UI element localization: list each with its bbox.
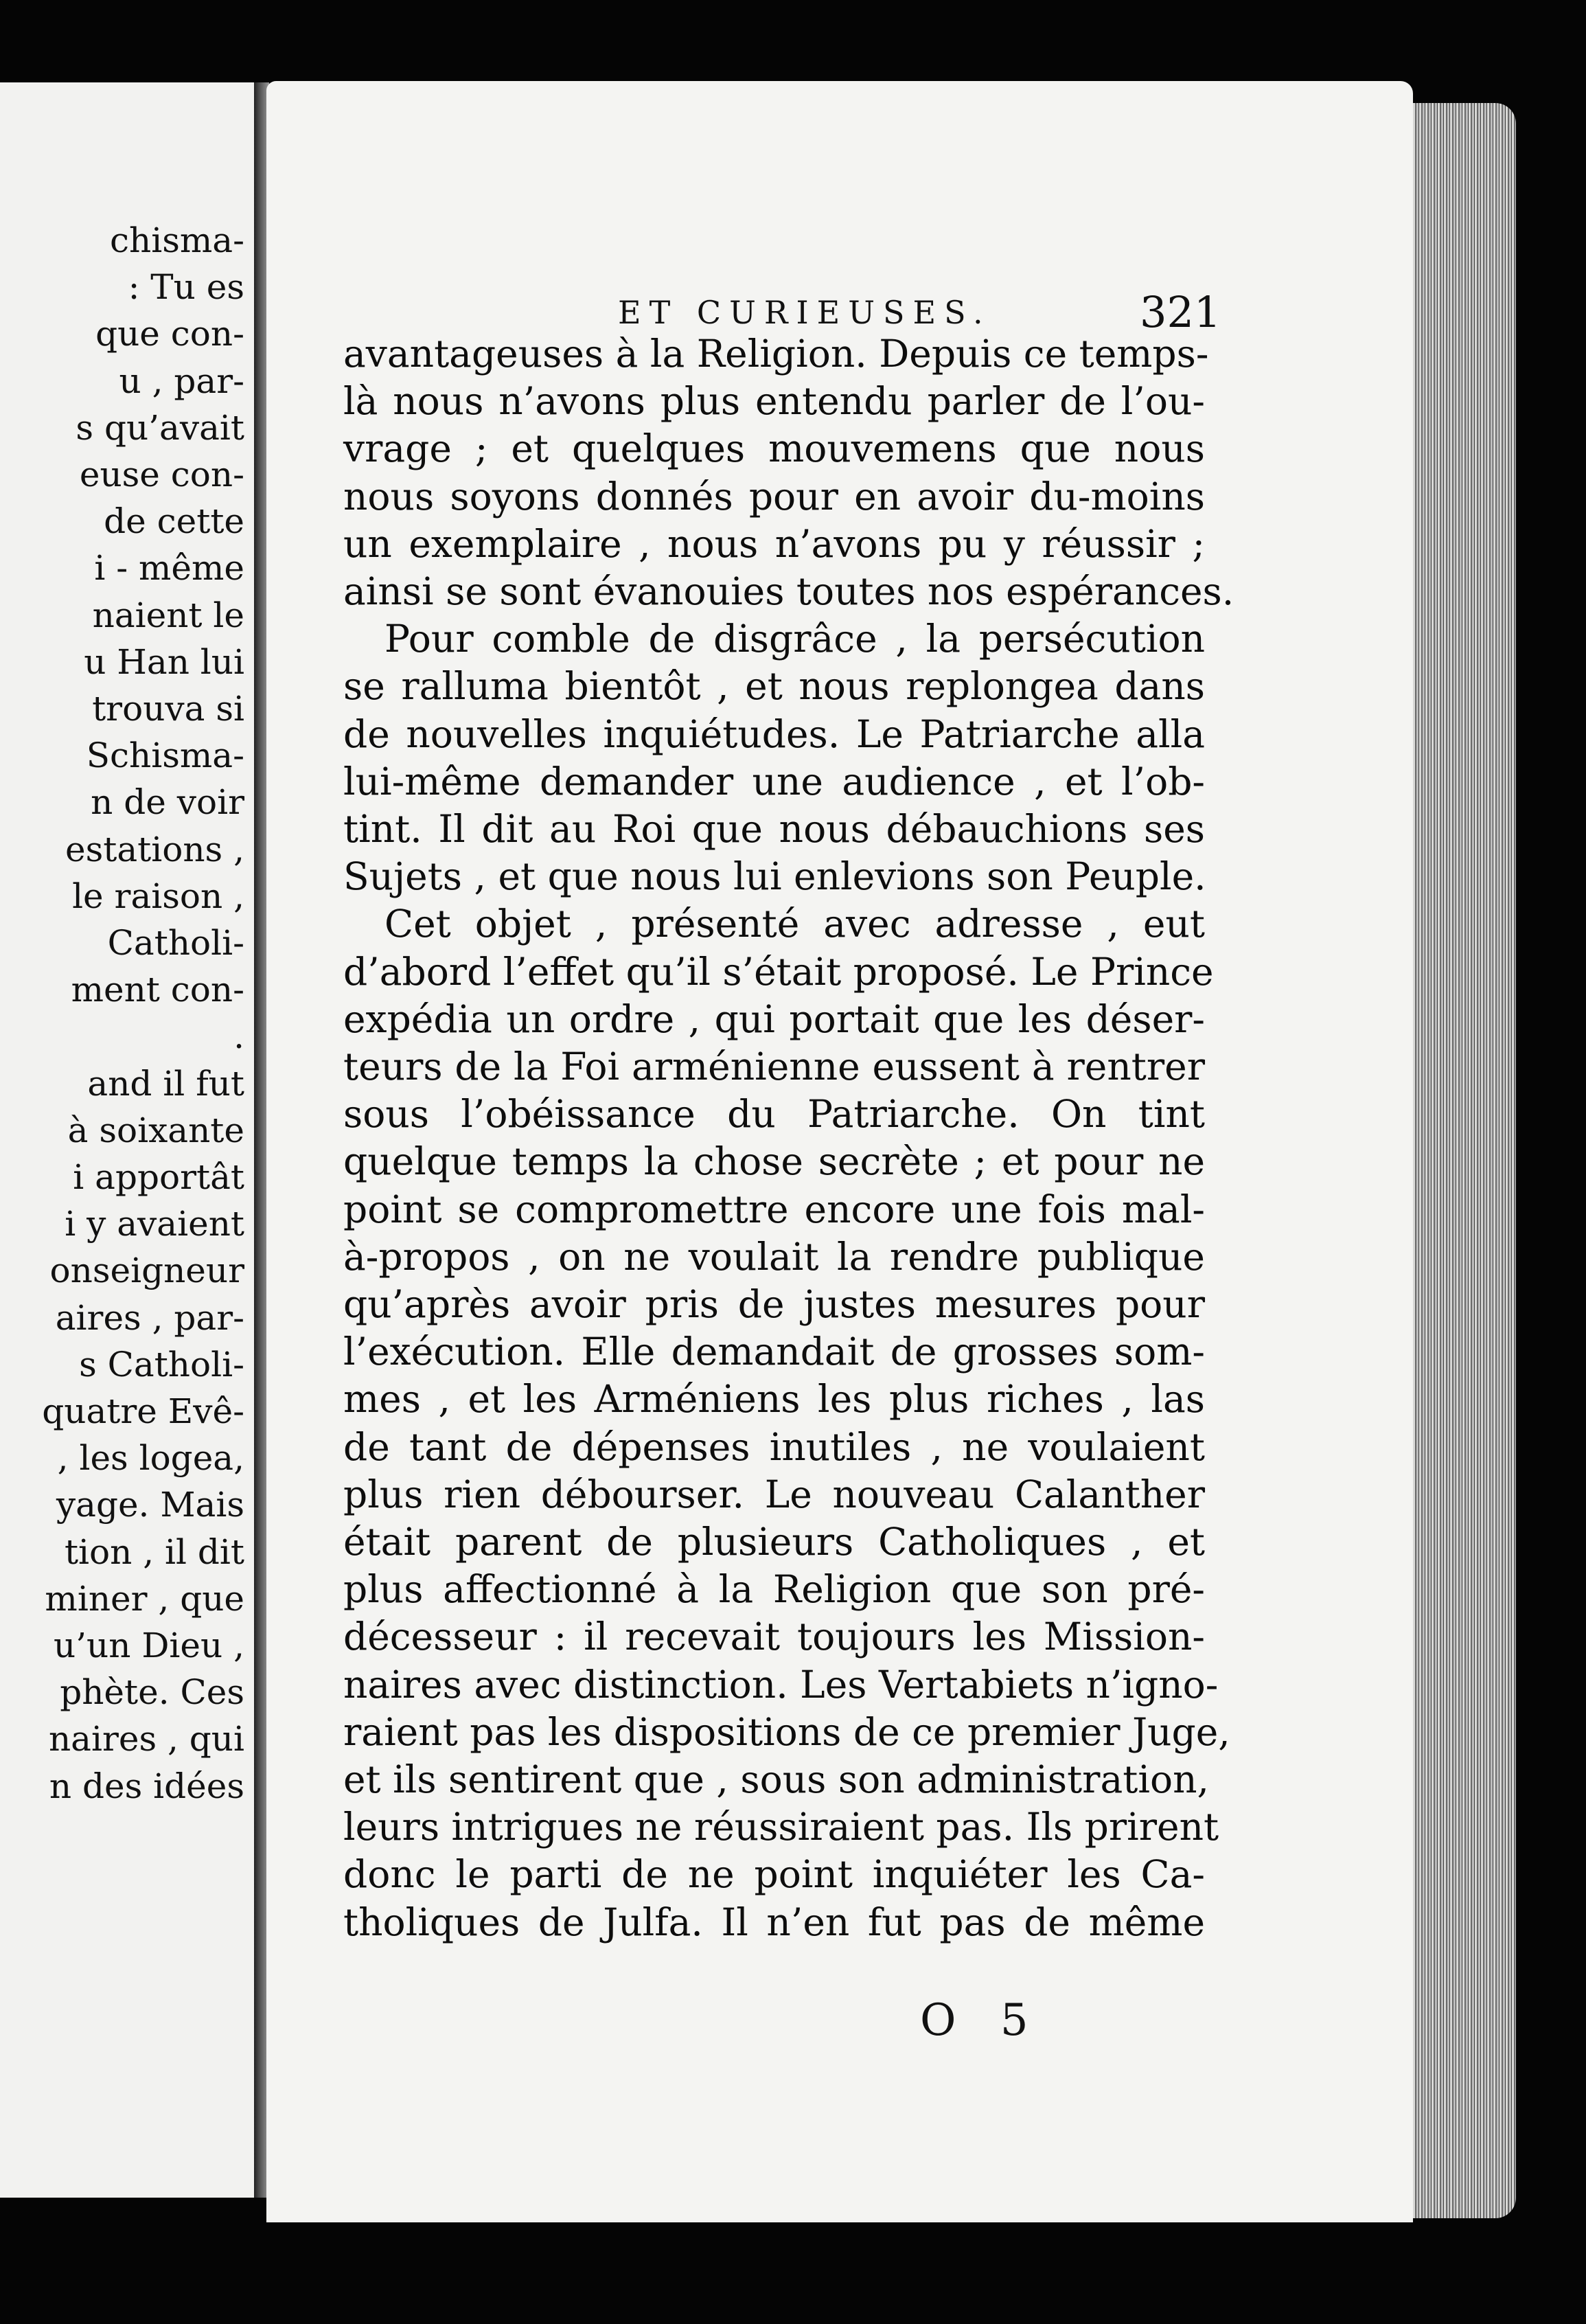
body-line: qu’après avoir pris de justes mesures pour: [343, 1282, 1205, 1326]
left-page-line: estations ,: [65, 829, 244, 869]
body-line: plus affectionné à la Religion que son pré-: [343, 1567, 1205, 1612]
body-line: tholiques de Julfa. Il n’en fut pas de même: [343, 1900, 1205, 1944]
left-page-line: de cette: [104, 501, 244, 542]
body-line: se ralluma bientôt , et nous replongea dans: [343, 664, 1205, 709]
body-line: tint. Il dit au Roi que nous débauchions ses: [343, 807, 1205, 851]
left-page-line: .: [233, 1016, 244, 1057]
left-page-line: onseigneur: [49, 1251, 244, 1291]
left-page-line: Schisma-: [86, 736, 244, 776]
left-page-line: miner , que: [45, 1578, 244, 1619]
left-page-line: u Han lui: [84, 641, 244, 682]
page-number: 321: [1140, 287, 1221, 337]
body-line: avantageuses à la Religion. Depuis ce temps-: [343, 332, 1209, 376]
left-page-line: s qu’avait: [76, 407, 244, 448]
left-page-line: u’un Dieu ,: [53, 1626, 244, 1665]
body-line: d’abord l’effet qu’il s’était proposé. Le Prince: [343, 949, 1214, 994]
left-page-line: chisma-: [110, 220, 244, 260]
left-page-line: trouva si: [92, 689, 244, 729]
body-line: teurs de la Foi arménienne eussent à rentrer: [343, 1045, 1205, 1089]
body-line: de tant de dépenses inutiles , ne voulaient: [343, 1424, 1205, 1469]
left-page-line: ment con-: [71, 970, 244, 1010]
left-page-line: i y avaient: [65, 1204, 244, 1244]
body-line: sous l’obéissance du Patriarche. On tint: [343, 1092, 1205, 1137]
running-head: ET CURIEUSES.: [618, 294, 991, 331]
left-page-line: u , par-: [119, 361, 244, 401]
left-page-line: , les logea,: [57, 1438, 244, 1479]
left-page-line: aires , par-: [55, 1297, 244, 1338]
left-page-line: naires , qui: [48, 1719, 244, 1759]
body-line: point se compromettre encore une fois mal-: [343, 1187, 1205, 1231]
body-line: vrage ; et quelques mouvemens que nous: [343, 426, 1205, 471]
body-line: un exemplaire , nous n’avons pu y réussir ;: [343, 521, 1205, 566]
body-line: nous soyons donnés pour en avoir du-moins: [343, 474, 1205, 519]
left-page-line: euse con-: [79, 455, 244, 494]
left-page-line: and il fut: [87, 1063, 244, 1104]
left-page-line: le raison ,: [72, 876, 244, 916]
body-line: là nous n’avons plus entendu parler de l’ou-: [343, 379, 1205, 424]
left-page-line: Catholi-: [107, 923, 244, 963]
body-line: expédia un ordre , qui portait que les déser-: [343, 996, 1205, 1041]
left-page-line: phète. Ces: [60, 1672, 244, 1713]
body-line: mes , et les Arméniens les plus riches , las: [343, 1377, 1205, 1422]
left-page-line: s Catholi-: [79, 1344, 244, 1385]
left-page-line: n de voir: [91, 782, 244, 823]
left-page-line: i - même: [94, 548, 244, 589]
body-line: Sujets , et que nous lui enlevions son Peuple.: [343, 854, 1206, 899]
body-line: lui-même demander une audience , et l’ob-: [343, 759, 1205, 804]
body-line: quelque temps la chose secrète ; et pour ne: [343, 1139, 1205, 1184]
body-line: et ils sentirent que , sous son administration,: [343, 1757, 1209, 1801]
body-line: naires avec distinction. Les Vertabiets n’igno-: [343, 1662, 1219, 1707]
left-page-line: i apportât: [73, 1157, 244, 1197]
left-page-line: yage. Mais: [56, 1485, 244, 1525]
body-line: l’exécution. Elle demandait de grosses som-: [343, 1330, 1205, 1374]
left-page-line: n des idées: [49, 1766, 244, 1806]
body-line: plus rien débourser. Le nouveau Calanther: [343, 1472, 1205, 1516]
left-page-line: tion , il dit: [64, 1531, 244, 1572]
left-page-line: que con-: [95, 314, 244, 354]
signature-mark: O 5: [920, 1995, 1044, 2046]
body-line: leurs intrigues ne réussiraient pas. Ils prirent: [343, 1805, 1219, 1849]
body-line: de nouvelles inquiétudes. Le Patriarche alla: [343, 711, 1205, 756]
left-page-line: : Tu es: [128, 267, 244, 308]
body-line: Cet objet , présenté avec adresse , eut: [384, 902, 1205, 946]
body-line: donc le parti de ne point inquiéter les Ca-: [343, 1852, 1205, 1897]
left-page-line: naient le: [92, 595, 244, 635]
left-page-line: quatre Evê-: [42, 1391, 244, 1431]
body-line: raient pas les dispositions de ce premier Juge,: [343, 1709, 1230, 1754]
body-line: décesseur : il recevait toujours les Mission-: [343, 1615, 1205, 1659]
body-line: était parent de plusieurs Catholiques , et: [343, 1520, 1205, 1564]
page-edges: [1413, 103, 1516, 2218]
body-line: Pour comble de disgrâce , la persécution: [384, 617, 1205, 661]
body-line: à-propos , on ne voulait la rendre publique: [343, 1234, 1205, 1279]
left-page-line: à soixante: [67, 1110, 244, 1150]
body-line: ainsi se sont évanouies toutes nos espérances.: [343, 569, 1234, 613]
left-page-fragment: [0, 82, 258, 2198]
